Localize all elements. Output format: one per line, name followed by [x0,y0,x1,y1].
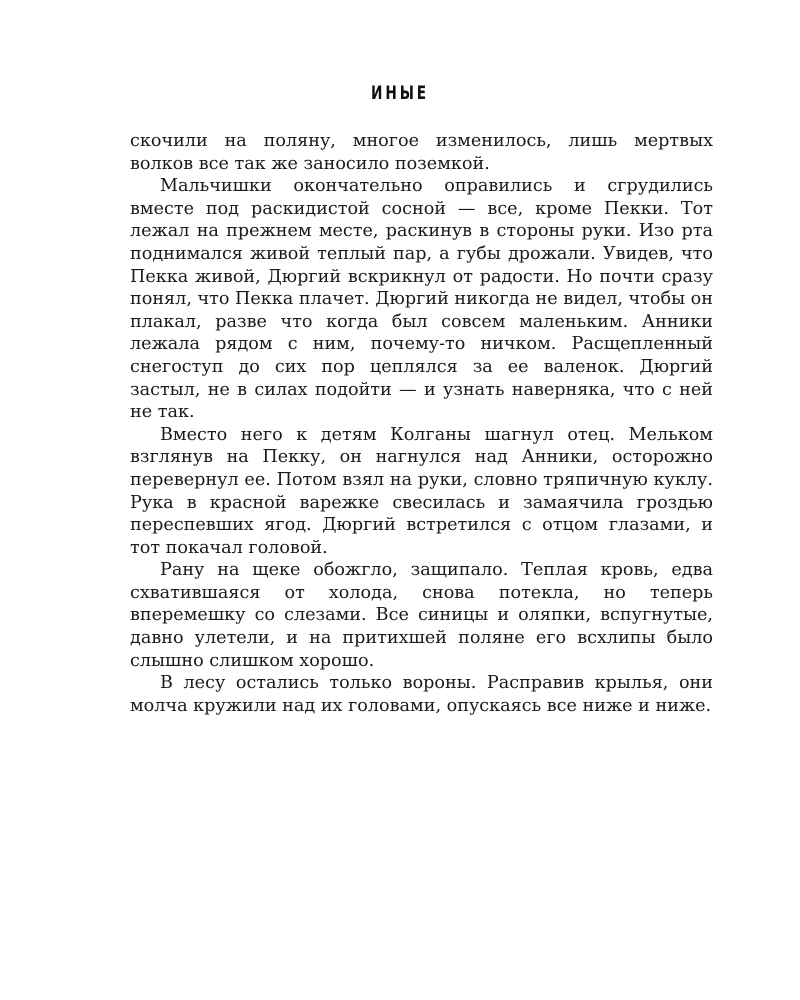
paragraph: В лесу остались только вороны. Расправив крылья, они молча кружили над их головами, опускаясь все ниже и ниже. [130,673,713,716]
paragraph: Вместо него к детям Колганы шагнул отец. Мельком взглянув на Пекку, он нагнулся над Анники, осторожно перевернул ее. Потом взял на руки, словно тряпичную куклу. Рука в красной варежке свесилась и замаячила гроздью переспевших ягод. Дюргий встретился с отцом глазами, и тот покачал головой. [130,424,713,558]
body-text [130,130,713,717]
running-head: ИНЫЕ [371,82,429,104]
paragraph: Рану на щеке обожгло, защипало. Теплая кровь, едва схватившаяся от холода, снова потекла, но теперь вперемешку со слезами. Все синицы и оляпки, вспугнутые, давно улетели, и на притихшей поляне его всхлипы было слышно слишком хорошо. [130,560,713,671]
paragraph: Мальчишки окончательно оправились и сгрудились вместе под раскидистой сосной — все, кроме Пекки. Тот лежал на прежнем месте, раскинув в стороны руки. Изо рта поднимался живой теплый пар, а губы дрожали. Увидев, что Пекка живой, Дюргий вскрикнул от радости. Но почти сразу понял, что Пекка плачет. Дюргий никогда не видел, чтобы он плакал, разве что когда был совсем маленьким. Анники лежала рядом с ним, почему-то ничком. Расщепленный снегоступ до сих пор цеплялся за ее валенок. Дюргий застыл, не в силах подойти — и узнать наверняка, что с ней не так. [130,176,713,423]
paragraph-continuation: скочили на поляну, многое изменилось, лишь мертвых волков все так же заносило поземкой. [130,131,713,174]
